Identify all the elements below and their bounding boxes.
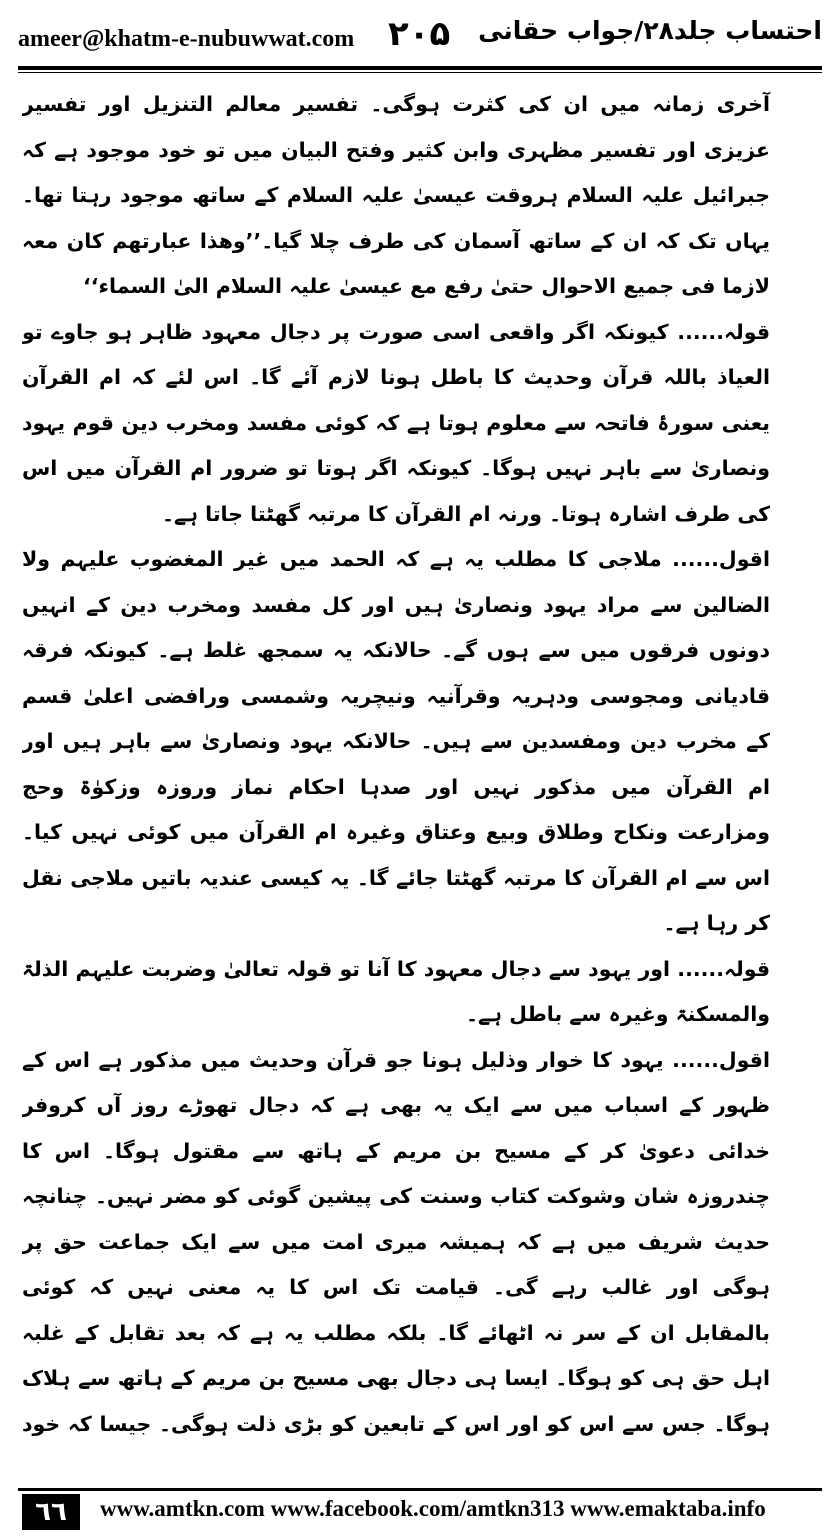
paragraph-5: اقول...... یہود کا خوار وذلیل ہونا جو قرآن وحدیث میں مذکور ہے اس کے ظہور کے اسباب میں سے ایک یہ بھی ہے کہ دجال تھوڑے روز آں کروفر خدائی دعویٰ کر کے مسیح بن مریم کے ہاتھ سے مقتول ہوگا۔ اس کا چندروزہ شان وشوکت کتاب وسنت کی پیشین گوئی کو مضر نہیں۔ چنانچہ حدیث شریف میں ہے کہ ہمیشہ میری امت میں سے ایک جماعت حق پر ہوگی اور غالب رہے گی۔ قیامت تک اس کا یہ معنی نہیں کہ کوئی بالمقابل ان کے سر نہ اٹھائے گا۔ بلکہ مطلب یہ ہے کہ بعد تقابل کے غلبہ اہل حق ہی کو ہوگا۔ ایسا ہی دجال بھی مسیح بن مریم کے ہاتھ سے ہلاک ہوگا۔ جس سے اس کو اور اس کے تابعین کو بڑی ذلت ہوگی۔ جیسا کہ خود <box>22 1047 770 1436</box>
footer-page-number: ٦٦ <box>22 1494 80 1530</box>
paragraph-2: قولہ...... کیونکہ اگر واقعی اسی صورت پر دجال معہود ظاہر ہو جاوے تو العیاذ باللہ قرآن وحدیث کا باطل ہونا لازم آئے گا۔ اس لئے کہ ام القرآن یعنی سورۂ فاتحہ سے معلوم ہوتا ہے کہ کوئی مفسد ومخرب دین قوم یہود ونصاریٰ سے باہر نہیں ہوگا۔ کیونکہ اگر ہوتا تو ضرور ام القرآن میں اس کی طرف اشارہ ہوتا۔ ورنہ ام القرآن کا مرتبہ گھٹتا جاتا ہے۔ <box>22 319 770 526</box>
header-title: احتساب جلد۲۸/جواب حقانی <box>478 16 822 45</box>
header-email: ameer@khatm-e-nubuwwat.com <box>18 26 355 52</box>
header-rule-thick <box>18 66 822 70</box>
footer-rule <box>18 1488 822 1491</box>
page-body <box>22 82 818 1450</box>
footer-links: www.amtkn.com www.facebook.com/amtkn313 www.emaktaba.info <box>100 1496 766 1521</box>
paragraph-1: آخری زمانہ میں ان کی کثرت ہوگی۔ تفسیر معالم التنزیل اور تفسیر عزیزی اور تفسیر مظہری وابن کثیر وفتح البیان میں تو خود موجود ہے کہ جبرائیل علیہ السلام ہروقت عیسیٰ علیہ السلام کے ساتھ موجود رہتا تھا۔ یہاں تک کہ ان کے ساتھ آسمان کی طرف چلا گیا۔’’وھذا عبارتھم کان معہ لازما فی جمیع الاحوال حتیٰ رفع مع عیسیٰ علیہ السلام الیٰ السماء‘‘ <box>22 92 770 298</box>
paragraph-4: قولہ...... اور یہود سے دجال معہود کا آنا تو قولہ تعالیٰ وضربت علیہم الذلۃ والمسکنۃ وغیرہ سے باطل ہے۔ <box>22 956 770 1026</box>
header-page-number: ۲۰۵ <box>388 14 451 54</box>
header-rule-thin <box>18 72 822 73</box>
paragraph-3: اقول...... ملاجی کا مطلب یہ ہے کہ الحمد میں غیر المغضوب علیہم ولا الضالین سے مراد یہود ونصاریٰ ہیں اور کل مفسد ومخرب دین کے انہیں دونوں فرقوں میں سے ہوں گے۔ حالانکہ یہ سمجھ غلط ہے۔ کیونکہ فرقہ قادیانی ومجوسی ودہریہ وقرآنیہ ونیچریہ وشمسی ورافضی اعلیٰ قسم کے مخرب دین ومفسدین سے ہیں۔ حالانکہ یہود ونصاریٰ سے باہر ہیں اور ام القرآن میں مذکور نہیں اور صدہا احکام نماز وروزہ وزکوٰۃ وحج ومزارعت ونکاح وطلاق وبیع وعتاق وغیرہ ام القرآن میں کوئی نہیں کیا۔ اس سے ام القرآن کا مرتبہ گھٹتا جائے گا۔ یہ کیسی عندیہ باتیں ملاجی نقل کر رہا ہے۔ <box>22 547 770 935</box>
page-footer <box>18 1488 822 1534</box>
page-header <box>18 8 822 64</box>
